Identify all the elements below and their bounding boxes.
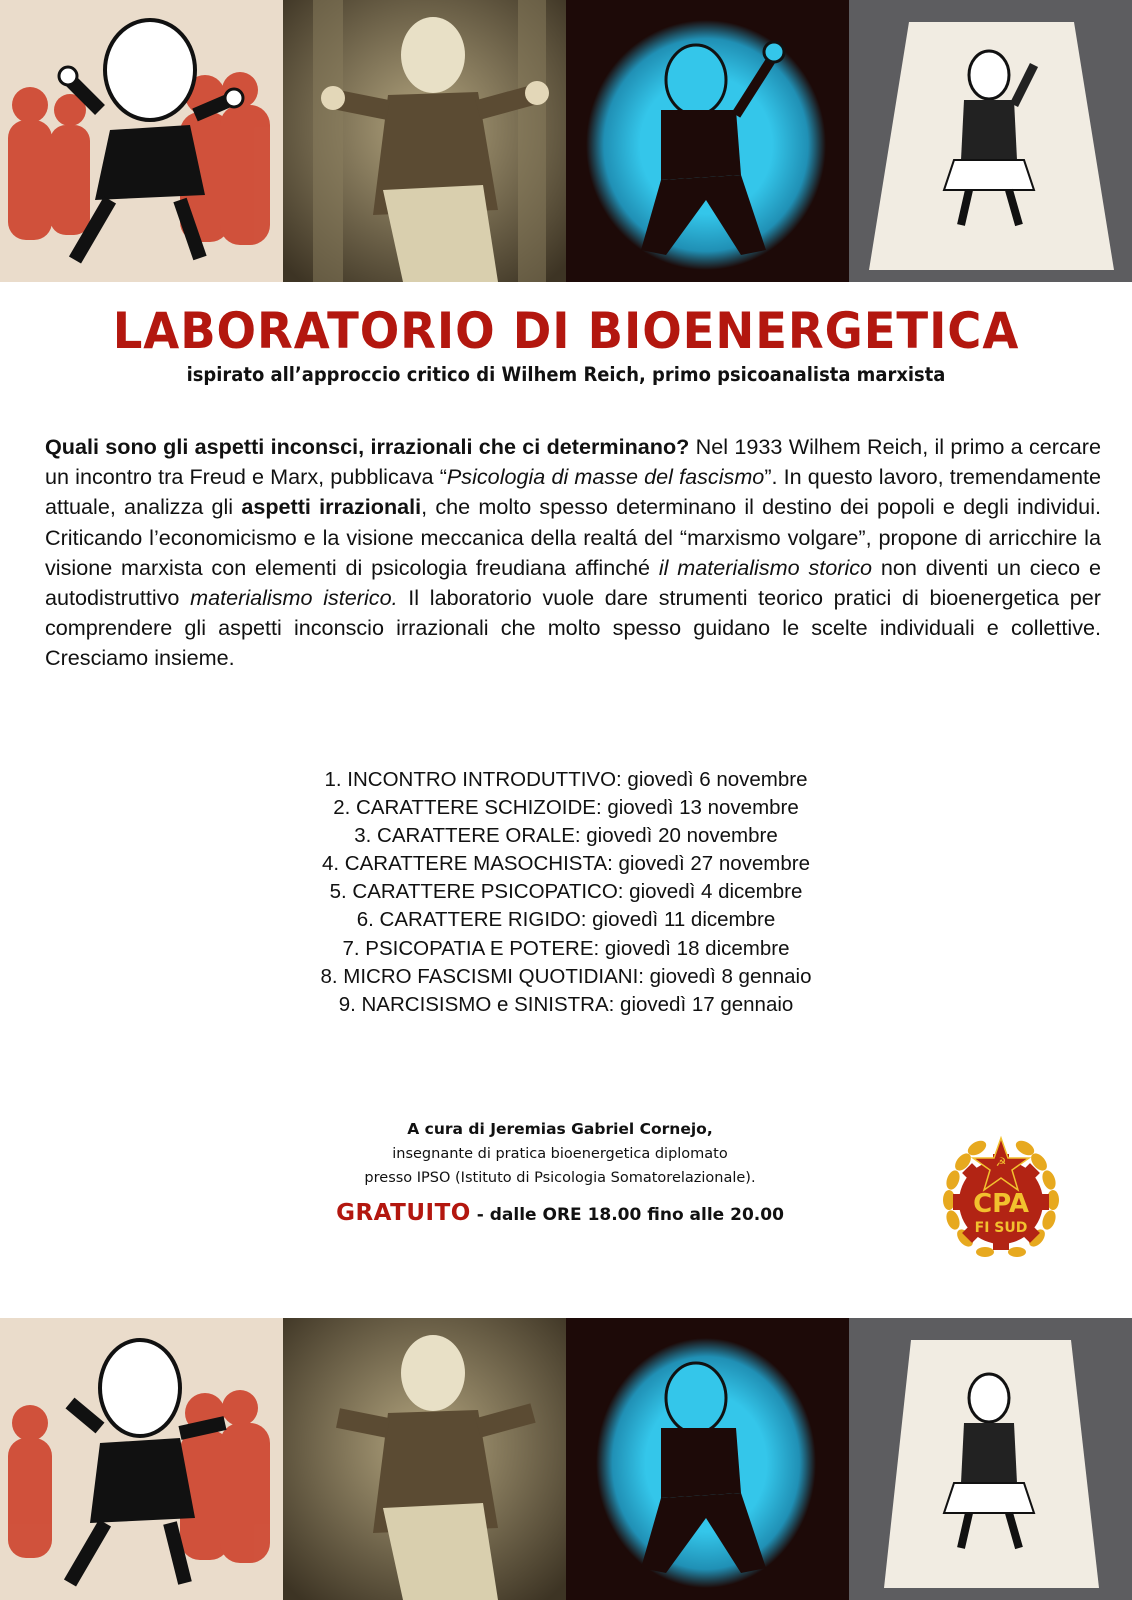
schedule-item: 7. PSICOPATIA E POTERE: giovedì 18 dicembre [342, 936, 790, 960]
logo-line-1: CPA [973, 1189, 1029, 1219]
page-subtitle: ispirato all’approccio critico di Wilhem Reich, primo psicoanalista marxista [186, 363, 946, 386]
dancing-figure-cartoon-illustration [0, 1318, 283, 1600]
intro-italic: materialismo isterico. [190, 585, 398, 611]
logo-line-2: FI SUD [974, 1220, 1028, 1236]
schedule-item: 6. CARATTERE RIGIDO: giovedì 11 dicembre [356, 908, 776, 932]
banner-panel-skirt-print [849, 1318, 1132, 1600]
intro-italic: il materialismo storico [658, 554, 873, 580]
schedule-item: 9. NARCISISMO e SINISTRA: giovedì 17 gennaio [338, 992, 794, 1016]
hammer-sickle-icon: ☭ [995, 1155, 1007, 1169]
intro-text: Nel 1933 Wilhem Reich, il primo a cercare un incontro tra Freud e Marx, pubblicava “ [45, 434, 1101, 490]
intro-question: Quali sono gli aspetti inconsci, irrazionali che ci determinano? [45, 434, 690, 459]
cpa-fi-sud-logo [935, 1130, 1067, 1262]
dancing-figure-cyan-glow [566, 1318, 849, 1600]
page-title: LABORATORIO DI BIOENERGETICA [112, 302, 1020, 360]
intro-text: , che molto spesso determinano il destino dei popoli e degli individui. Criticando l’economicismo e la visione meccanica della realtá del “marxismo volgare”, propone di arricchire la visione marxista con elementi di psicologia freudiana affinché [45, 494, 1101, 580]
session-schedule [0, 766, 1132, 1019]
banner-panel-cyan-glow [566, 0, 849, 282]
skirt-with-dancer-print [849, 0, 1132, 282]
intro-text: Il laboratorio vuole dare strumenti teorico pratici di bioenergetica per comprendere gli aspetti inconscio irrazionali che molto spesso guidano le scelte individuali e collettive. Cresciamo insieme. [45, 585, 1101, 671]
schedule-item: 4. CARATTERE MASOCHISTA: giovedì 27 novembre [322, 852, 810, 876]
author-role: insegnante di pratica bioenergetica diplomato [392, 1146, 728, 1162]
banner-panel-cyan-glow [566, 1318, 849, 1600]
schedule-item: 1. INCONTRO INTRODUTTIVO: giovedì 6 novembre [324, 768, 808, 791]
banner-panel-cartoon-red [0, 0, 283, 282]
skirt-with-dancer-print [849, 1318, 1132, 1600]
banner-panel-cartoon-red [0, 1318, 283, 1600]
author-institute: presso IPSO (Istituto di Psicologia Somatorelazionale). [364, 1170, 756, 1186]
intro-highlight: aspetti irrazionali [241, 494, 422, 520]
intro-paragraph [45, 432, 1101, 674]
schedule-item: 3. CARATTERE ORALE: giovedì 20 novembre [354, 824, 778, 848]
dancing-figure-sepia-photo [283, 1318, 566, 1600]
book-title: Psicologia di masse del fascismo [446, 464, 765, 490]
schedule-item: 5. CARATTERE PSICOPATICO: giovedì 4 dicembre [329, 880, 803, 904]
banner-panel-sepia-photo [283, 0, 566, 282]
banner-panel-sepia-photo [283, 1318, 566, 1600]
free-badge: GRATUITO [336, 1200, 471, 1226]
intro-text: non diventi un cieco e autodistruttivo [45, 554, 1101, 611]
author-name: A cura di Jeremias Gabriel Cornejo, [407, 1120, 713, 1138]
event-hours: - dalle ORE 18.00 fino alle 20.00 [470, 1205, 784, 1225]
dancing-figure-cartoon-illustration [0, 0, 283, 282]
intro-text: ”. In questo lavoro, tremendamente attuale, analizza gli [45, 464, 1101, 520]
dancing-figure-cyan-glow [566, 0, 849, 282]
credits-block [250, 1116, 870, 1226]
banner-panel-skirt-print [849, 0, 1132, 282]
bottom-image-banner [0, 1318, 1132, 1600]
top-image-banner [0, 0, 1132, 282]
schedule-item: 8. MICRO FASCISMI QUOTIDIANI: giovedì 8 gennaio [320, 964, 812, 988]
schedule-item: 2. CARATTERE SCHIZOIDE: giovedì 13 novembre [333, 796, 799, 820]
price-and-hours [250, 1200, 870, 1226]
dancing-figure-sepia-photo [283, 0, 566, 282]
